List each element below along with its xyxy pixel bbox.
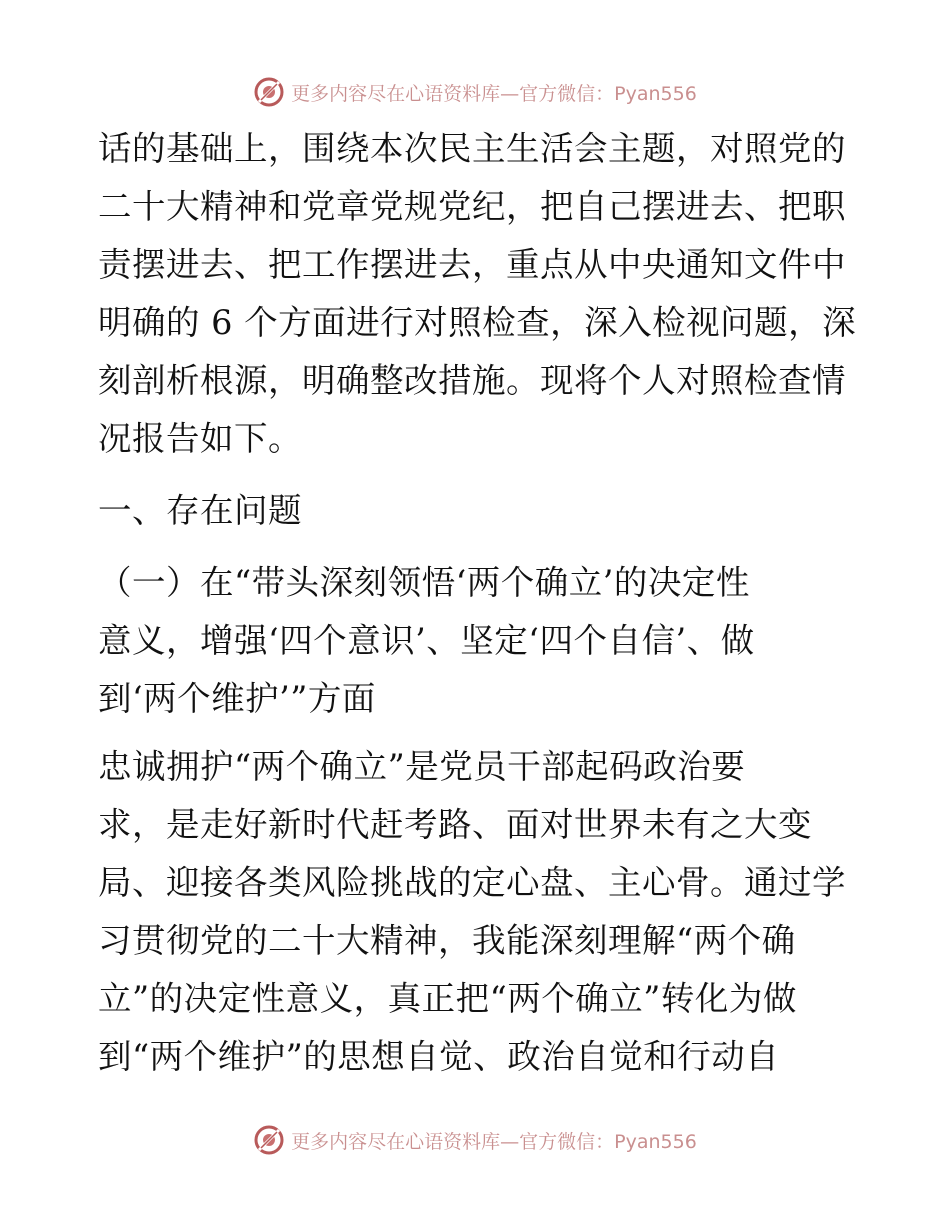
text-line: 习贯彻党的二十大精神，我能深刻理解“两个确 (98, 921, 796, 960)
text-line: 刻剖析根源，明确整改措施。现将个人对照检查情 (98, 361, 846, 400)
banner-text: 更多内容尽在心语资料库—官方微信：Pyan556 (291, 82, 697, 105)
text-line: 到“两个维护”的思想自觉、政治自觉和行动自 (98, 1037, 780, 1076)
text-line: 话的基础上，围绕本次民主生活会主题，对照党的 (98, 129, 846, 168)
text-line: 求，是走好新时代赶考路、面对世界未有之大变 (98, 805, 812, 844)
paragraph-body (98, 738, 858, 1086)
text-line: 意义，增强‘四个意识’、坚定‘四个自信’、做 (98, 621, 755, 660)
text-line: 况报告如下。 (98, 419, 302, 458)
text-line: 二十大精神和党章党规党纪，把自己摆进去、把职 (98, 187, 846, 226)
footer-watermark-banner (0, 1120, 950, 1160)
logo-icon (253, 76, 285, 108)
text-line: 明确的 6 个方面进行对照检查，深入检视问题，深 (98, 303, 857, 342)
text-line: 立”的决定性意义，真正把“两个确立”转化为做 (98, 979, 797, 1018)
subsection-heading (98, 554, 858, 728)
document-body (98, 120, 858, 1086)
logo-icon (253, 1124, 285, 1156)
text-line: 忠诚拥护“两个确立”是党员干部起码政治要 (98, 747, 746, 786)
paragraph-intro (98, 120, 858, 468)
text-line: 局、迎接各类风险挑战的定心盘、主心骨。通过学 (98, 863, 846, 902)
text-line: 到‘两个维护’”方面 (98, 679, 376, 718)
banner-text: 更多内容尽在心语资料库—官方微信：Pyan556 (291, 1130, 697, 1153)
section-heading: 一、存在问题 (98, 491, 302, 530)
header-watermark-banner (0, 72, 950, 112)
text-line: （一）在“带头深刻领悟‘两个确立’的决定性 (98, 563, 750, 602)
text-line: 责摆进去、把工作摆进去，重点从中央通知文件中 (98, 245, 846, 284)
